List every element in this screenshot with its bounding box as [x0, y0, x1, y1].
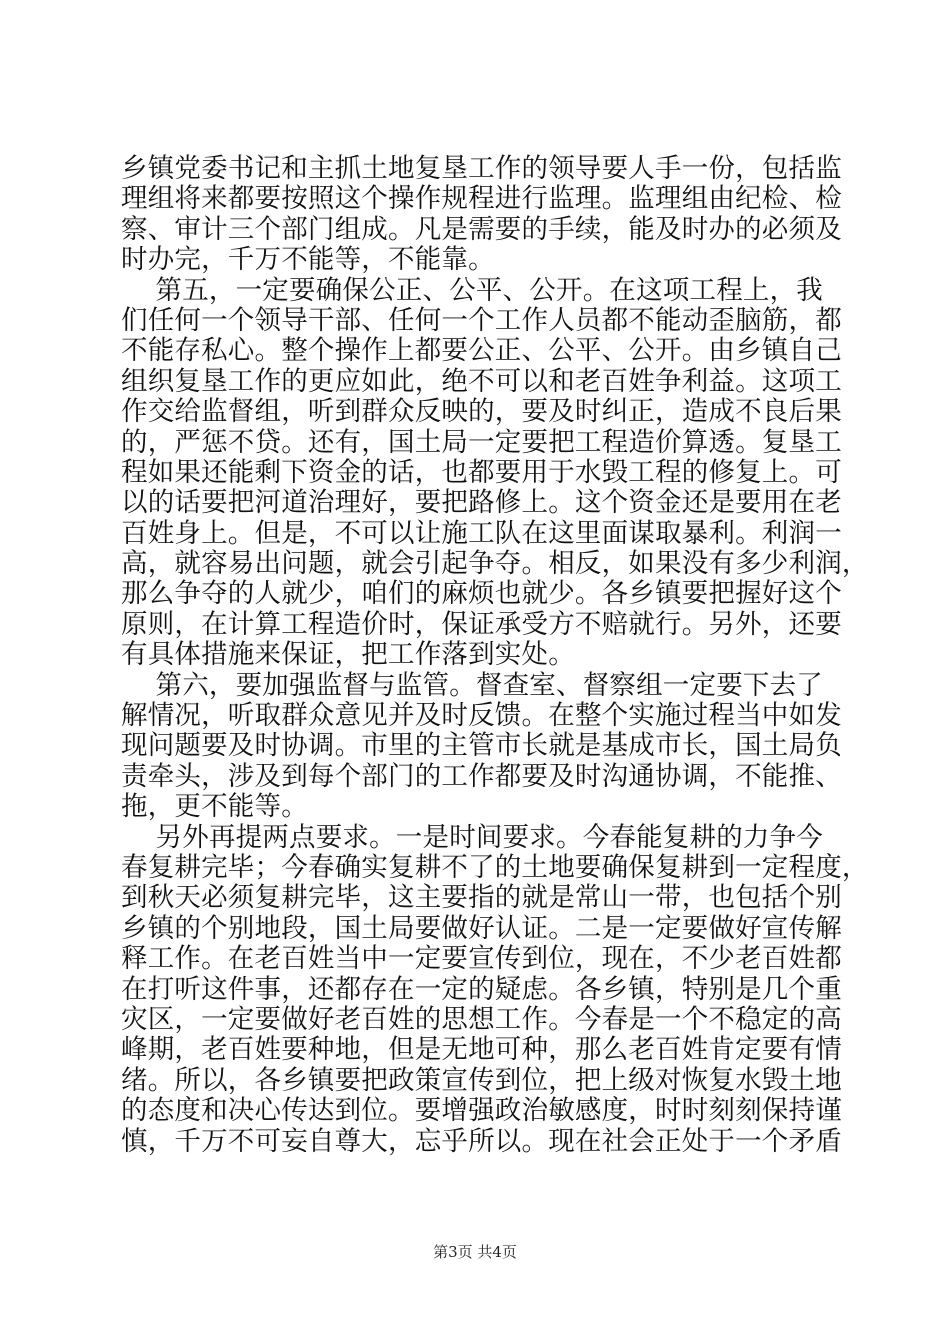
text-line: 在打听这件事，还都存在一定的疑虑。各乡镇，特别是几个重 [121, 973, 842, 1005]
page-footer: 第3页 共4页 [433, 1243, 517, 1261]
document-body [121, 153, 869, 1157]
text-line: 那么争夺的人就少，咱们的麻烦也就少。各乡镇要把握好这个 [121, 578, 842, 610]
text-line: 第五，一定要确保公正、公平、公开。在这项工程上，我 [121, 274, 823, 306]
text-line: 春复耕完毕；今春确实复耕不了的土地要确保复耕到一定程度， [121, 851, 869, 883]
text-line: 组织复垦工作的更应如此，绝不可以和老百姓争利益。这项工 [121, 365, 842, 397]
text-line: 另外再提两点要求。一是时间要求。今春能复耕的力争今 [121, 821, 823, 853]
text-line: 程如果还能剩下资金的话，也都要用于水毁工程的修复上。可 [121, 456, 842, 488]
text-line: 不能存私心。整个操作上都要公正、公平、公开。由乡镇自己 [121, 335, 842, 367]
text-line: 原则，在计算工程造价时，保证承受方不赔就行。另外，还要 [121, 608, 842, 640]
text-line: 作交给监督组，听到群众反映的，要及时纠正，造成不良后果 [121, 396, 842, 428]
text-line: 解情况，听取群众意见并及时反馈。在整个实施过程当中如发 [121, 700, 842, 732]
text-line: 慎，千万不可妄自尊大，忘乎所以。现在社会正处于一个矛盾 [121, 1125, 842, 1157]
text-line: 释工作。在老百姓当中一定要宣传到位，现在，不少老百姓都 [121, 943, 842, 975]
text-line: 责牵头，涉及到每个部门的工作都要及时沟通协调，不能推、 [121, 760, 842, 792]
text-line: 百姓身上。但是，不可以让施工队在这里面谋取暴利。利润一 [121, 517, 842, 549]
text-line: 灾区，一定要做好老百姓的思想工作。今春是一个不稳定的高 [121, 1003, 842, 1035]
text-line: 察、审计三个部门组成。凡是需要的手续，能及时办的必须及 [121, 213, 842, 245]
text-line: 拖，更不能等。 [121, 791, 308, 823]
text-line: 以的话要把河道治理好，要把路修上。这个资金还是要用在老 [121, 487, 842, 519]
text-line: 高，就容易出问题，就会引起争夺。相反，如果没有多少利润， [121, 548, 869, 580]
text-line: 理组将来都要按照这个操作规程进行监理。监理组由纪检、检 [121, 183, 842, 215]
text-line: 第六，要加强监督与监管。督查室、督察组一定要下去了 [121, 669, 823, 701]
text-line: 们任何一个领导干部、任何一个工作人员都不能动歪脑筋，都 [121, 304, 842, 336]
text-line: 乡镇的个别地段，国土局要做好认证。二是一定要做好宣传解 [121, 912, 842, 944]
text-line: 的，严惩不贷。还有，国土局一定要把工程造价算透。复垦工 [121, 426, 842, 458]
text-line: 峰期，老百姓要种地，但是无地可种，那么老百姓肯定要有情 [121, 1034, 842, 1066]
text-line: 绪。所以，各乡镇要把政策宣传到位，把上级对恢复水毁土地 [121, 1064, 842, 1096]
text-line: 乡镇党委书记和主抓土地复垦工作的领导要人手一份，包括监 [121, 153, 842, 184]
text-line: 有具体措施来保证，把工作落到实处。 [121, 639, 575, 671]
text-line: 现问题要及时协调。市里的主管市长就是基成市长，国土局负 [121, 730, 842, 762]
text-line: 时办完，千万不能等，不能靠。 [121, 244, 495, 276]
text-line: 的态度和决心传达到位。要增强政治敏感度，时时刻刻保持谨 [121, 1095, 842, 1127]
text-line: 到秋天必须复耕完毕，这主要指的就是常山一带，也包括个别 [121, 882, 842, 914]
